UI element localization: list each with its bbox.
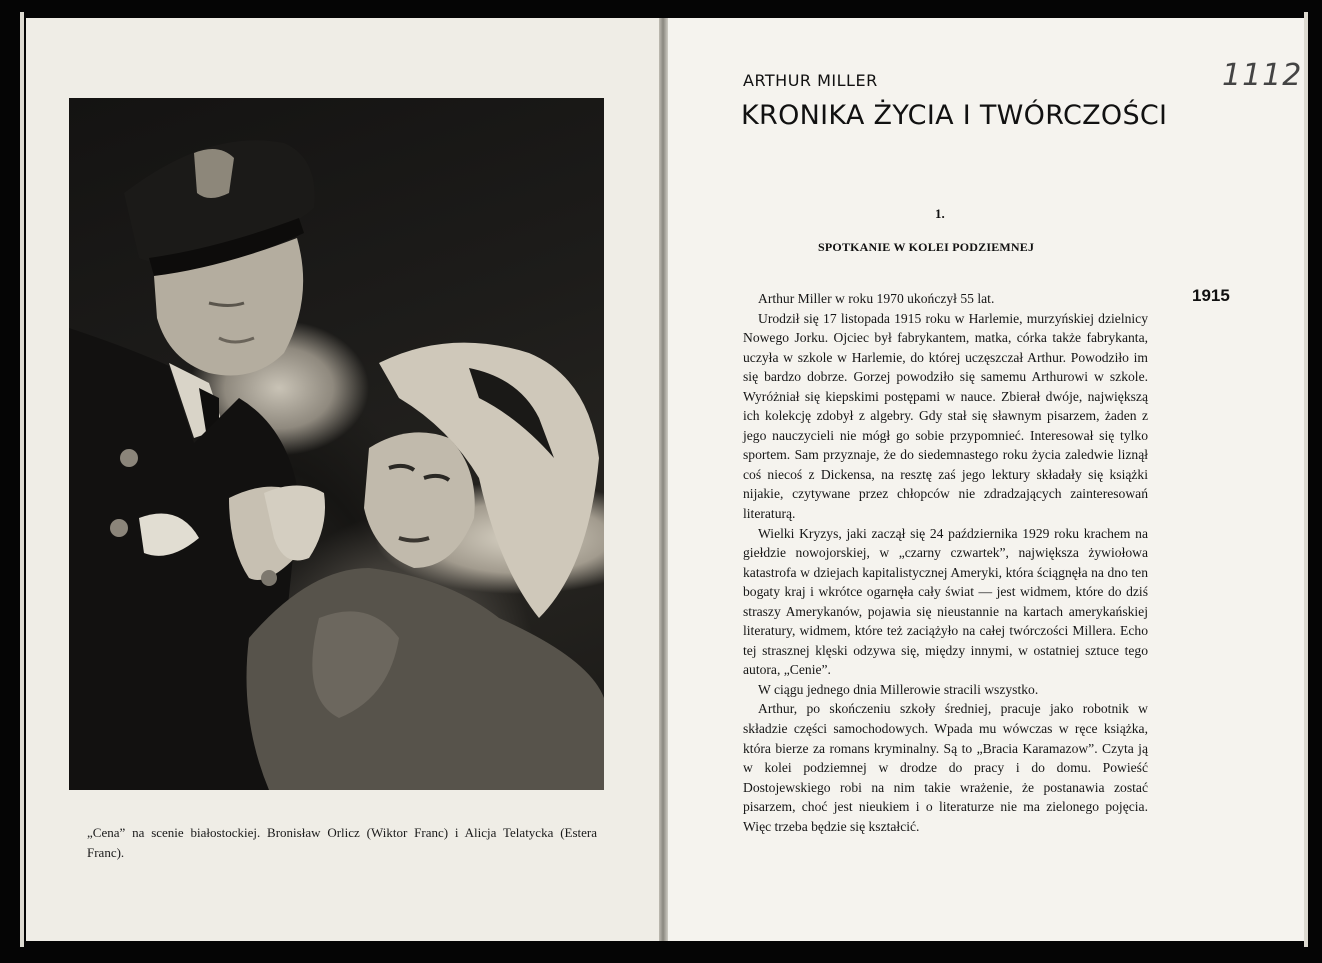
paragraph: Urodził się 17 listopada 1915 roku w Harlemie, murzyńskiej dzielnicy Nowego Jorku. Ojciec był fabrykantem, matka, córka także fabrykanta, uczyła w szkole w Harlemie, do której uczęszczał Arthur. Powodziło im się bardzo dobrze. Gorzej powodziło się samemu Arthurowi w szkole. Wyróżniał się kiepskimi postępami w nauce. Zbierał dwóje, największą ich kolekcję zdobył z algebry. Gdy stał się sławnym pisarzem, żaden z jego nauczycieli nie mógł go sobie przypomnieć. Interesował się tylko sportem. Sam przyznaje, że do siedemnastego roku życia zaledwie liznął coś niecoś z Dickensa, na resztę zaś jego lektury składały się książki nijakie, czytywane przez chłopców nie zdradzających zainteresowań literaturą. [743, 310, 1148, 522]
paragraph: Wielki Kryzys, jaki zaczął się 24 października 1929 roku krachem na giełdzie nowojorskiej, w „czarny czwartek”, największa żywiołowa katastrofa w dziejach kapitalistycznej Ameryki, która ściągnęła na dno ten bogaty kraj i wkrótce ogarnęła cały świat — jest widmem, które do dziś straszy Amerykanów, pojawia się nieustannie na kartach amerykańskiej literatury, widmem, które też zaciążyło na całej twórczości Millera. Echo tej strasznej klęski odzywa się, między innymi, w ostatniej sztuce tego autora, „Cenie”. [743, 525, 1148, 678]
photo-figures [69, 98, 604, 790]
year-marker: 1915 [1192, 286, 1230, 305]
handwritten-page-number: 1112 [1222, 58, 1303, 93]
paragraph: Arthur, po skończeniu szkoły średniej, pracuje jako robotnik w składzie części samochodowych. Wpada mu wówczas w ręce książka, która bierze za romans kryminalny. Są to „Bracia Karamazow”. Czyta ją w kolei podziemnej w drodze do pracy i do domu. Powieść Dostojewskiego robi na nim takie wrażenie, że postanawia zostać pisarzem, choć jest nieukiem i o literaturze nie ma zielonego pojęcia. Więc trzeba będzie się kształcić. [743, 701, 1148, 834]
chronicle-body [743, 289, 1148, 836]
show-through-year-1 [1185, 230, 1191, 253]
theatre-photograph [69, 98, 604, 790]
author-name: ARTHUR MILLER [743, 71, 878, 90]
page-edge-left [20, 12, 24, 947]
show-through-text [170, 60, 188, 94]
photo-caption: „Cena” na scenie białostockiej. Bronisław Orlicz (Wiktor Franc) i Alicja Telatycka (Estera Franc). [87, 825, 597, 860]
paragraph: W ciągu jednego dnia Millerowie stracili wszystko. [758, 681, 1039, 697]
page-edge-right [1304, 12, 1308, 947]
chapter-number: 1. [935, 206, 945, 221]
page-title: KRONIKA ŻYCIA I TWÓRCZOŚCI [741, 100, 1168, 131]
paragraph: Arthur Miller w roku 1970 ukończył 55 lat. [758, 291, 995, 306]
chapter-title: SPOTKANIE W KOLEI PODZIEMNEJ [818, 240, 1035, 254]
book-spine [659, 18, 668, 941]
